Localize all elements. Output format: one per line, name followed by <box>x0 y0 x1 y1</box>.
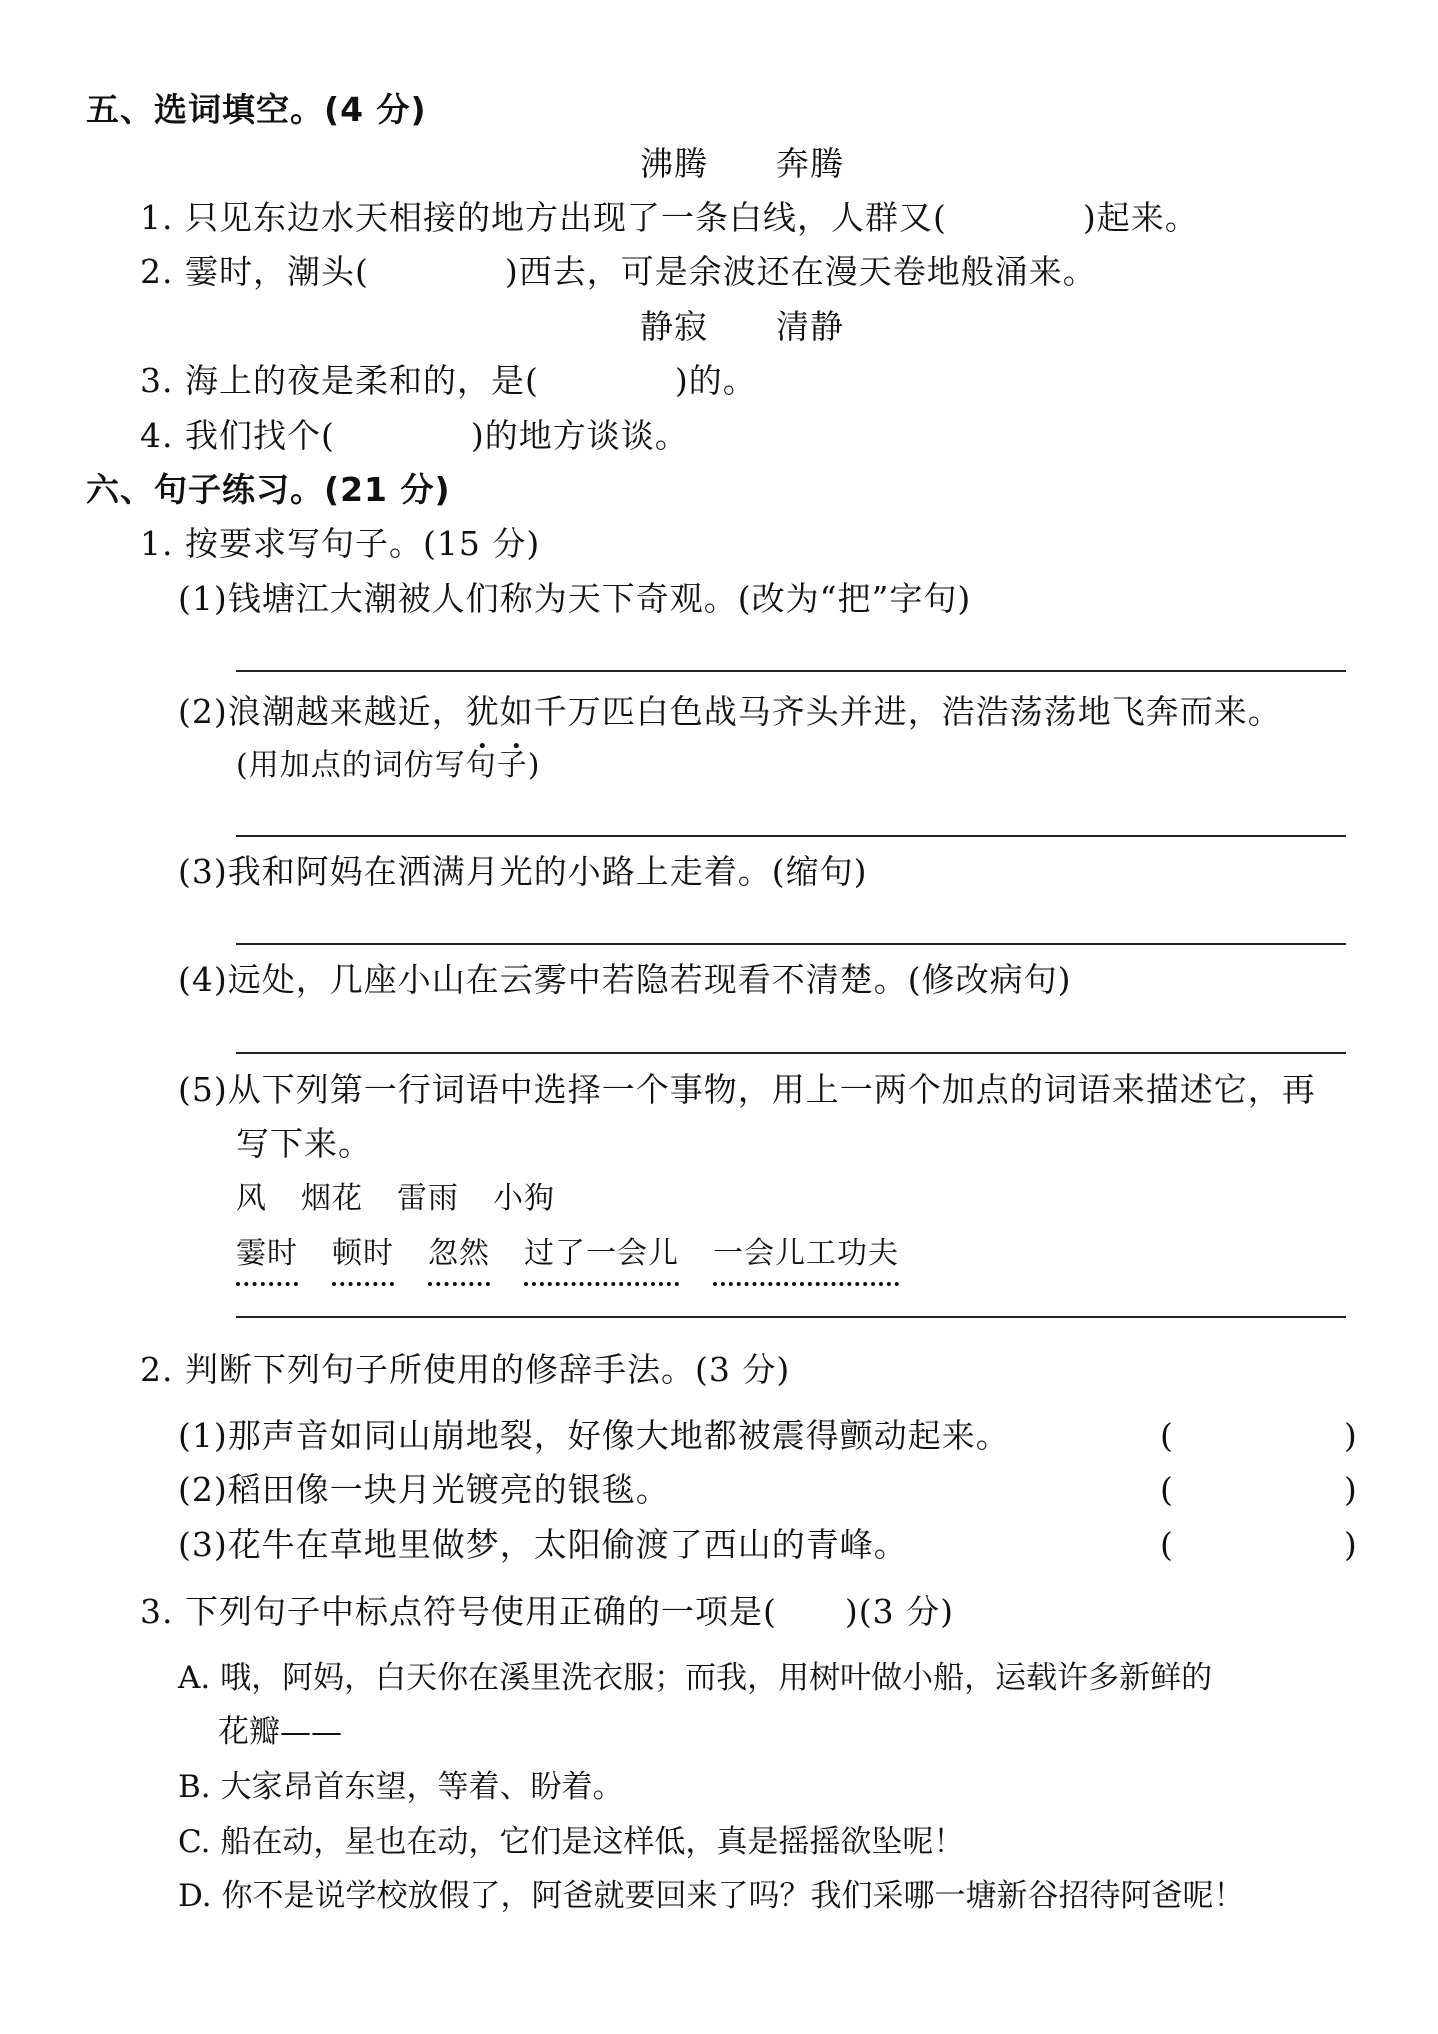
item-1-2-post: 千万匹白色战马齐头并进，浩浩荡荡地飞奔而来。 <box>533 692 1282 731</box>
part-3-title: 3. 下列句子中标点符号使用正确的一项是( )(3 分) <box>140 1592 954 1631</box>
thing-word: 雷雨 <box>397 1181 459 1216</box>
answer-line-5[interactable] <box>236 1316 1346 1318</box>
dotted-word: 顿时 <box>332 1232 394 1286</box>
word-choices-2: 静寂 清静 <box>640 307 844 346</box>
dotted-word: 一会儿工功夫 <box>713 1232 899 1286</box>
answer-line-1[interactable] <box>236 670 1346 672</box>
item-1-5: (5)从下列第一行词语中选择一个事物，用上一两个加点的词语来描述它，再 <box>178 1070 1316 1109</box>
item-1-2-instruction: (用加点的词仿写句子) <box>236 748 541 783</box>
answer-bracket-3[interactable]: ( ) <box>1160 1525 1358 1564</box>
option-a[interactable]: A. 哦，阿妈，白天你在溪里洗衣服；而我，用树叶做小船，运载许多新鲜的 <box>178 1660 1213 1696</box>
option-d[interactable]: D. 你不是说学校放假了，阿爸就要回来了吗？我们采哪一塘新谷招待阿爸呢！ <box>178 1878 1245 1914</box>
section-5-heading: 五、选词填空。(4 分) <box>86 90 427 129</box>
dotted-word: 霎时 <box>236 1232 298 1286</box>
question-5-2: 2. 霎时，潮头( )西去，可是余波还在漫天卷地般涌来。 <box>140 252 1097 291</box>
part-1-title: 1. 按要求写句子。(15 分) <box>140 524 541 563</box>
question-5-1: 1. 只见东边水天相接的地方出现了一条白线，人群又( )起来。 <box>140 198 1199 237</box>
answer-line-2[interactable] <box>236 835 1346 837</box>
thing-words <box>236 1177 589 1221</box>
option-a-cont: 花瓣—— <box>218 1714 342 1750</box>
rhetoric-item-1: (1)那声音如同山崩地裂，好像大地都被震得颤动起来。 <box>178 1416 1010 1455</box>
dotted-word: 忽然 <box>428 1232 490 1286</box>
dotted-char-2: 如 <box>499 692 534 731</box>
answer-line-4[interactable] <box>236 1052 1346 1054</box>
item-1-2-pre: (2)浪潮越来越近， <box>178 692 466 731</box>
answer-bracket-1[interactable]: ( ) <box>1160 1416 1358 1455</box>
rhetoric-item-3: (3)花牛在草地里做梦，太阳偷渡了西山的青峰。 <box>178 1525 908 1564</box>
thing-word: 小狗 <box>493 1181 555 1216</box>
thing-word: 烟花 <box>301 1181 363 1216</box>
option-c[interactable]: C. 船在动，星也在动，它们是这样低，真是摇摇欲坠呢！ <box>178 1824 965 1860</box>
answer-bracket-2[interactable]: ( ) <box>1160 1470 1358 1509</box>
question-5-3: 3. 海上的夜是柔和的，是( )的。 <box>140 361 757 400</box>
dotted-char-1: 犹 <box>465 692 500 731</box>
item-1-3: (3)我和阿妈在洒满月光的小路上走着。(缩句) <box>178 852 868 891</box>
rhetoric-item-2: (2)稻田像一块月光镀亮的银毯。 <box>178 1470 670 1509</box>
part-2-title: 2. 判断下列句子所使用的修辞手法。(3 分) <box>140 1350 791 1389</box>
item-1-1: (1)钱塘江大潮被人们称为天下奇观。(改为“把”字句) <box>178 579 972 618</box>
word-choices-1: 沸腾 奔腾 <box>640 144 844 183</box>
answer-line-3[interactable] <box>236 943 1346 945</box>
item-1-4: (4)远处，几座小山在云雾中若隐若现看不清楚。(修改病句) <box>178 960 1072 999</box>
dotted-word: 过了一会儿 <box>524 1232 679 1286</box>
dotted-words <box>236 1232 933 1286</box>
question-5-4: 4. 我们找个( )的地方谈谈。 <box>140 416 689 455</box>
thing-word: 风 <box>236 1181 267 1216</box>
item-1-5-cont: 写下来。 <box>236 1124 372 1163</box>
section-6-heading: 六、句子练习。(21 分) <box>86 470 451 509</box>
option-b[interactable]: B. 大家昂首东望，等着、盼着。 <box>178 1769 624 1805</box>
item-1-2 <box>178 690 1282 734</box>
